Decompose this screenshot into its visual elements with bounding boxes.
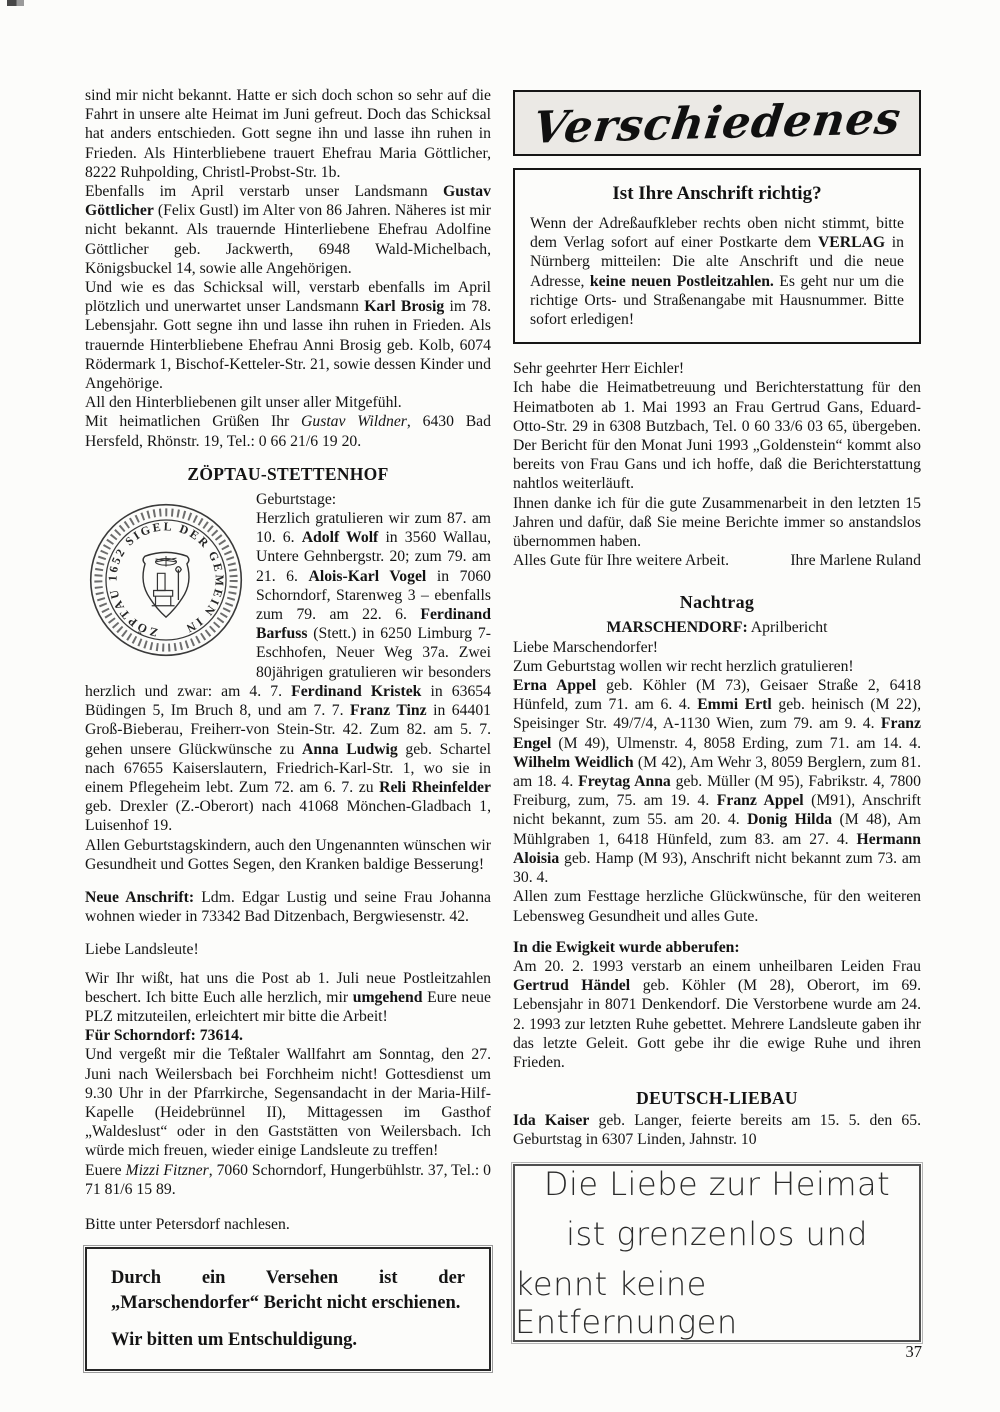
address-check-box [513,168,921,344]
right-column [513,90,921,1342]
zoeptau-seal-image [85,496,247,664]
quote-line: kennt keine Entfernungen [515,1264,738,1341]
quote-line: Die Liebe zur Heimat [543,1164,891,1203]
birthdays-intro: Geburtstage: [256,490,337,508]
birthdays-paragraph: Herzlich gratulieren wir zum 87. am 10. 6. Adolf Wolf in 3560 Wallau, Untere Gehnbergstr. 20; zum 79. am 21. 6. Alois-Karl Vogel in 7060 Schorndorf, Starenweg 3 – ebenfalls zum 79. am 22. 6. Ferdinand Barfuss (Stett.) in 6250 Limburg 7-Eschhofen, Neuer Weg 37a. Zwei 80jährigen gratulieren wir besonders herzlich und zwar: am 4. 7. Ferdinand Kristek in 63654 Büdingen 5, Im Bruch 8, und am 7. 7. Franz Tinz in 64401 Groß-Bieberau, Freiherr-von Stein-Str. 42. Zum 82. am 5. 7. gehen unsere Glückwünsche zu Anna Ludwig geb. Schartel nach 67655 Kaiserslautern, Friedrich-Karl-Str. 1, wo sie in einem Pflegeheim lebt. Zum 72. am 6. 7. zu Reli Rheinfelder geb. Drexler (Z.-Oberort) nach 41068 Mönchen-Gladbach 1, Luisenhof 19. [85,510,492,835]
birthday-wishes: Allen Geburtstagskindern, auch den Ungenannten wünschen wir Gesundheit und Gottes Segen, den Kranken baldige Besserung! [85,836,491,873]
zoeptau-section [85,490,491,874]
nachtrag-greeting: Liebe Marschendorfer! [513,638,659,656]
obituary-paragraph: All den Hinterbliebenen gilt unser aller Mitgefühl. [85,394,402,412]
seal-ring-text: ZÖPTAU 1652 SIGEL DER GEMEIN IN [105,519,227,640]
nachtrag-intro: Zum Geburtstag wollen wir recht herzlich gratulieren! [513,657,854,675]
verschiedenes-banner [513,90,921,156]
letter-paragraph: Ich habe die Heimatbetreuung und Berichterstattung für den Heimatboten ab 1. Mai 1993 an Frau Gertrud Gans, Eduard-Otto-Str. 29 in 6308 Butzbach, Tel. 0 60 33/6 03 65, übergeben. Der Bericht für den Monat Juni 1993 „Goldenstein“ kommt also bereits von Frau Gans und ich hoffe, daß die Berichterstattung nahtlos weiterläuft. [513,379,921,493]
address-check-body: Wenn der Adreßaufkleber rechts oben nicht stimmt, bitte dem Verlag sofort auf einer Postkarte dem VERLAG in Nürnberg mitteilen: Die alte Anschrift und die neue Adresse, keine neuen Postleitzahlen. Es geht nur um die richtige Orts- und Straßenangabe mit Hausnummer. Bitte sofort erledigen! [530,215,904,329]
obituary-heading: In die Ewigkeit wurde abberufen: [513,938,740,956]
letter-signature-row [513,551,921,570]
obituary-paragraph: Ebenfalls im April verstarb unser Landsmann Gustav Göttlicher (Felix Gustl) im Alter von 86 Jahren. Näheres ist mir nicht bekannt. Als trauernde Hinterliebene Ehefrau Adolfine Göttlicher geb. Jackwerth, 6948 Wald-Michelbach, Königsbuckel 14, sowie alle Angehörigen. [85,183,491,277]
section-title-liebau: DEUTSCH-LIEBAU [636,1088,798,1109]
nachtrag-subtitle: MARSCHENDORF: Aprilbericht [606,619,828,637]
address-check-title: Ist Ihre Anschrift richtig? [612,183,822,204]
new-address-note: Neue Anschrift: Ldm. Edgar Lustig und seine Frau Johanna wohnen wieder in 73342 Bad Ditzenbach, Bergwiesenstr. 42. [85,888,492,926]
nachtrag-closing: Allen zum Festtage herzliche Glückwünsche, für den weiteren Lebensweg Gesundheit und alles Gute. [513,888,921,925]
section-title-zoeptau: ZÖPTAU-STETTENHOF [187,463,389,484]
sender-line: Euere Mizzi Fitzner, 7060 Schorndorf, Hungerbühlstr. 37, Tel.: 0 71 81/6 15 89. [85,1161,492,1198]
postal-code-note: Wir Ihr wißt, hat uns die Post ab 1. Juli neue Postleitzahlen beschert. Ich bitte Euch alle herzlich, mir umgehend Eure neue PLZ mitzuteilen, erleichtert mir bitte die Arbeit! [85,969,491,1025]
pilgrimage-note: Und vergeßt mir die Teßtaler Wallfahrt am Sonntag, den 27. Juni nach Weilersbach bei Forchheim nicht! Gottesdienst um 9.30 Uhr in der Pfarrkirche, Segensandacht in der Maria-Hilf-Kapelle (Heidebrünnel II), Mittagessen im Gasthof „Waldeslust“ oder in den Gaststätten von Weilersbach. Ich würde mich freuen, wieder einige Landsleute zu treffen! [85,1046,491,1160]
apology-line: Wir bitten um Entschuldigung. [111,1330,358,1351]
quote-line: ist grenzenlos und [566,1214,868,1253]
petersdorf-note: Bitte unter Petersdorf nachlesen. [85,1215,290,1233]
obituary-paragraph: Mit heimatlichen Grüßen Ihr Gustav Wildner, 6430 Bad Hersfeld, Rhönstr. 19, Tel.: 0 66 21/6 19 20. [85,413,491,450]
greeting-line: Liebe Landsleute! [85,941,199,959]
letter-paragraph: Ihnen danke ich für die gute Zusammenarbeit in den letzten 15 Jahren und dafür, daß Sie meine Berichte immer so anstandslos übernommen haben. [513,494,921,551]
apology-box [85,1247,491,1371]
schorndorf-plz: Für Schorndorf: 73614. [85,1027,243,1045]
apology-line: Durch ein Versehen ist der „Marschendorfer“ Bericht nicht erschienen. [111,1268,465,1314]
liebau-body: Ida Kaiser geb. Langer, feierte bereits am 15. 5. den 65. Geburtstag in 6307 Linden, Jahnstr. 10 [513,1112,921,1149]
quote-box [513,1164,921,1342]
letter-closing: Alles Gute für Ihre weitere Arbeit. [513,552,730,570]
letter-signer: Ihre Marlene Ruland [790,552,921,570]
letter-salutation: Sehr geehrter Herr Eichler! [513,360,685,378]
obituary-paragraph: Und wie es das Schicksal will, verstarb ebenfalls im April plötzlich und unerwartet unser Landsmann Karl Brosig im 78. Lebensjahr. Gott segne ihn und lasse ihn ruhen in Frieden. Als trauernde Hinterbliebene Ehefrau Anni Brosig geb. Kolb, 6074 Rödermark 1, Bischof-Ketteler-Str. 21, sowie dessen Kinder und Angehörige. [85,279,491,393]
page-number: 37 [905,1342,922,1361]
section-title-nachtrag: Nachtrag [679,592,755,613]
left-column [85,86,491,1371]
nachtrag-birthdays: Erna Appel geb. Köhler (M 73), Geisaer Straße 2, 6418 Hünfeld, zum 71. am 6. 4. Emmi Ertl geb. heinisch (M 22), Speisinger Str. 49/7/4, A-1130 Wien, zum 79. am 9. 4. Franz Engel (M 49), Ulmenstr. 4, 8058 Erding, zum 71. am 14. 4. Wilhelm Weidlich (M 42), Am Wehr 3, 8059 Berglern, zum 81. am 18. 4. Freytag Anna geb. Müller (M 95), Fabrikstr. 4, 7800 Freiburg, zum, 75. am 19. 4. Franz Appel (M91), Anschrift nicht bekannt, zum 55. am 20. 4. Donig Hilda (M 48), Am Mühlgraben 1, 6418 Hünfeld, zum 83. am 27. 4. Hermann Aloisia geb. Hamp (M 93), Anschrift nicht bekannt zum 73. am 30. 4. [513,677,922,887]
obituary-body: Am 20. 2. 1993 verstarb an einem unheilbaren Leiden Frau Gertrud Händel geb. Köhler (M 28), Oberort, im 69. Lebensjahr in 8071 Denkendorf. Die Verstorbene wurde am 24. 2. 1993 zur letzten Ruhe gebettet. Mehrere Landsleute gaben ihr das letzte Geleit. Gott gebe ihr die ewige Ruhe und ihren Frieden. [513,957,921,1071]
banner-script-text: Verschiedenes [529,92,905,154]
obituary-paragraph: sind mir nicht bekannt. Hatte er sich doch schon so sehr auf die Fahrt in unsere alte Heimat im Juni gefreut. Doch das Schicksal hat anders entschieden. Gott segne ihn und lasse ihn ruhen in Frieden. Als Hinterbliebene trauert Ehefrau Maria Göttlicher, 8222 Ruhpolding, Christl-Probst-Str. 1b. [85,87,491,181]
scan-artifact [7,0,24,6]
